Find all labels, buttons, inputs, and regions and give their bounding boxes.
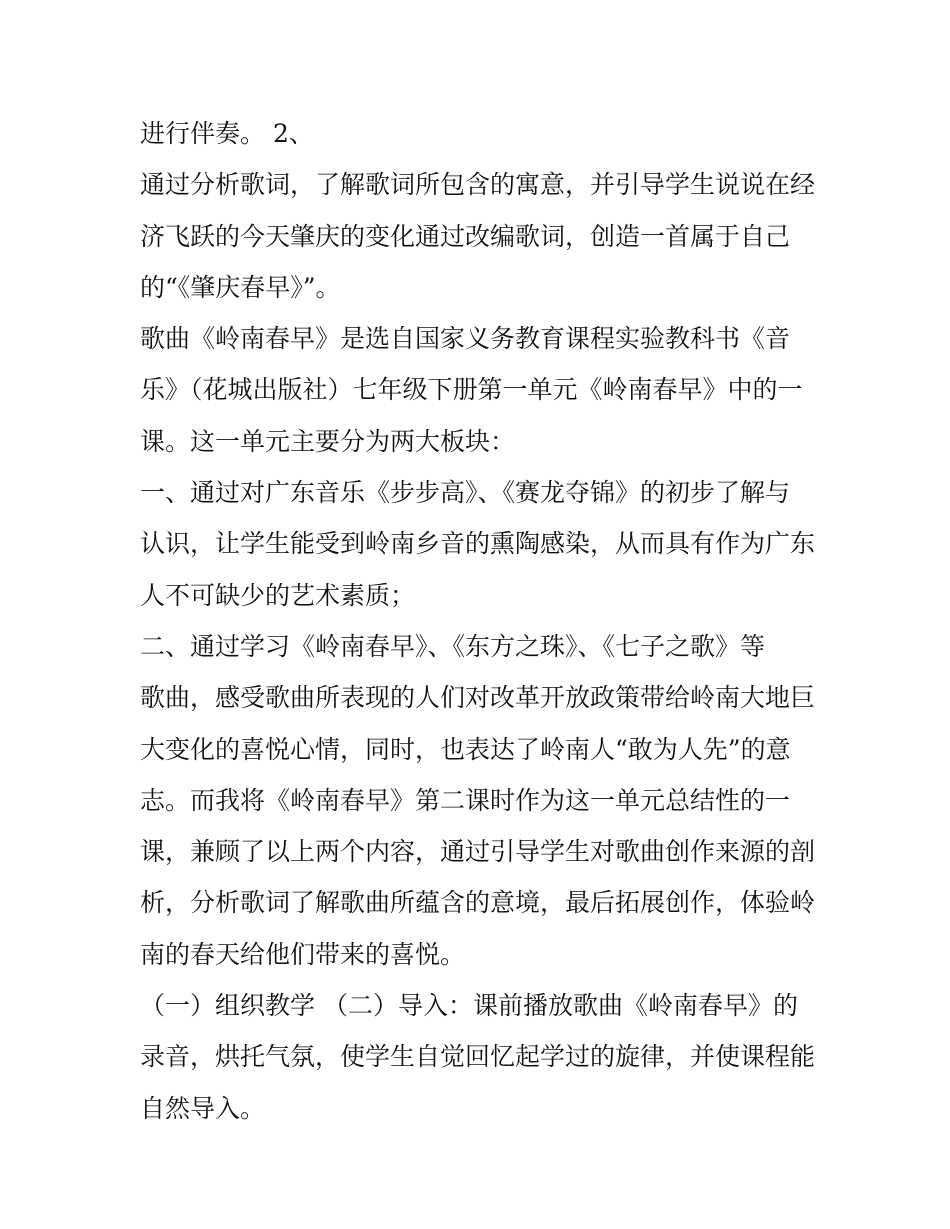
text-line: 乐》（花城出版社）七年级下册第一单元《岭南春早》中的一 [140, 375, 803, 405]
text-line: 课。这一单元主要分为两大板块： [140, 426, 516, 456]
text-line: 认识，让学生能受到岭南乡音的熏陶感染，从而具有作为广东 [140, 529, 816, 559]
text-line: 南的春天给他们带来的喜悦。 [140, 939, 466, 969]
text-line: 志。而我将《岭南春早》第二课时作为这一单元总结性的一 [140, 785, 791, 815]
text-line: 一、通过对广东音乐《步步高》、《赛龙夺锦》的初步了解与 [140, 478, 791, 508]
text-line: 歌曲，感受歌曲所表现的人们对改革开放政策带给岭南大地巨 [140, 683, 816, 713]
text-line: 通过分析歌词，了解歌词所包含的寓意，并引导学生说说在经 [140, 170, 816, 200]
text-line: 人不可缺少的艺术素质； [140, 580, 416, 610]
text-line: 进行伴奏。 2、 [140, 119, 314, 148]
text-line: 大变化的喜悦心情，同时，也表达了岭南人“敢为人先”的意 [140, 734, 791, 764]
text-line: （一）组织教学 （二）导入：课前播放歌曲《岭南春早》的 [140, 991, 798, 1021]
text-line: 的“《肇庆春早》”。 [140, 272, 341, 302]
text-line: 自然导入。 [140, 1093, 266, 1123]
document-body [140, 108, 820, 1134]
text-line: 二、通过学习《岭南春早》、《东方之珠》、《七子之歌》等 [140, 631, 766, 661]
text-line: 济飞跃的今天肇庆的变化通过改编歌词，创造一首属于自己 [140, 221, 791, 251]
text-line: 课，兼顾了以上两个内容，通过引导学生对歌曲创作来源的剖 [140, 837, 816, 867]
text-line: 录音，烘托气氛，使学生自觉回忆起学过的旋律，并使课程能 [140, 1042, 816, 1072]
text-line: 歌曲《岭南春早》是选自国家义务教育课程实验教科书《音 [140, 324, 791, 354]
text-line: 析，分析歌词了解歌曲所蕴含的意境，最后拓展创作，体验岭 [140, 888, 816, 918]
